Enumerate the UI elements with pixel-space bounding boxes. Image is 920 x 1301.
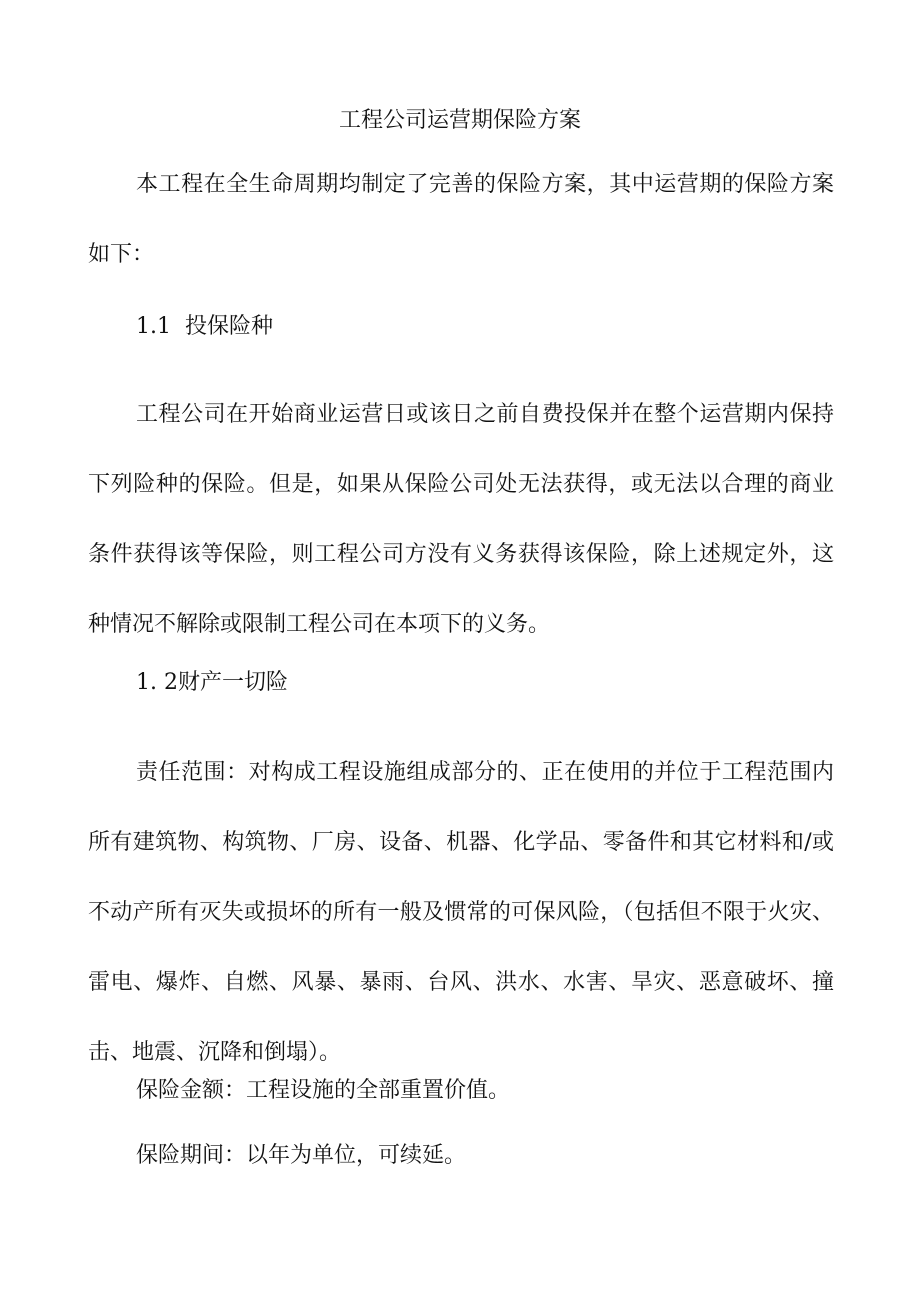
section-heading-1-2: 1. 2财产一切险 (136, 670, 288, 695)
intro-paragraph: 本工程在全生命周期均制定了完善的保险方案，其中运营期的保险方案如下： (88, 172, 834, 267)
document-title: 工程公司运营期保险方案 (338, 108, 581, 133)
section-heading-text: 投保险种 (185, 314, 274, 339)
insurance-period-line: 保险期间：以年为单位，可续延。 (136, 1143, 467, 1168)
section-heading-1-1 (136, 311, 273, 343)
section-1-1-paragraph: 工程公司在开始商业运营日或该日之前自费投保并在整个运营期内保持下列险种的保险。但是，如果从保险公司处无法获得，或无法以合理的商业条件获得该等保险，则工程公司方没有义务获得该保险，除上述规定外，这种情况不解除或限制工程公司在本项下的义务。 (88, 402, 834, 637)
insured-amount-line: 保险金额：工程设施的全部重置价值。 (136, 1078, 511, 1103)
section-number: 1.1 (136, 314, 171, 339)
coverage-scope-paragraph: 责任范围：对构成工程设施组成部分的、正在使用的并位于工程范围内所有建筑物、构筑物、厂房、设备、机器、化学品、零备件和其它材料和/或不动产所有灭失或损坏的所有一般及惯常的可保风险，（包括但不限于火灾、雷电、爆炸、自燃、风暴、暴雨、台风、洪水、水害、旱灾、恶意破坏、撞击、地震、沉降和倒塌）。 (88, 760, 834, 1065)
